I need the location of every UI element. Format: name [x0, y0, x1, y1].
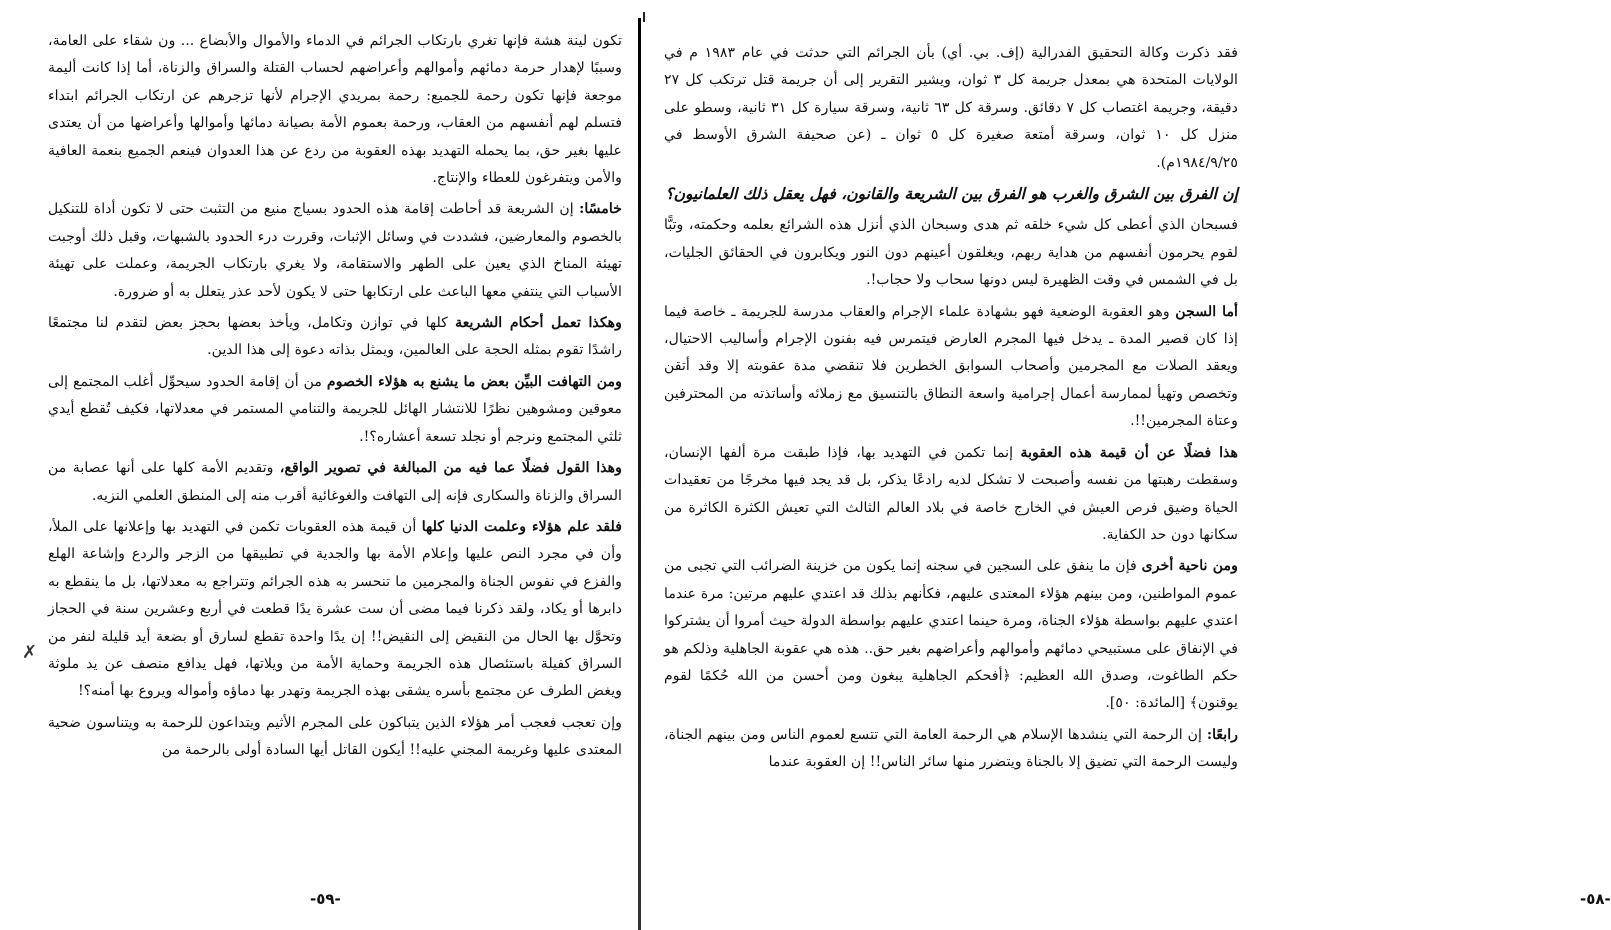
paragraph — [48, 28, 622, 192]
paragraph — [48, 514, 622, 706]
paragraph — [664, 440, 1238, 550]
page-58-text — [664, 40, 1238, 777]
paragraph-text: وإن تعجب فعجب أمر هؤلاء الذين يتباكون على المجرم الأثيم ويتداعون للرحمة به ويتناسون ضحية المعتدى عليها وغريمة المجني عليه!! أيكون القاتل أيها السادة أولى بالرحمة من — [48, 714, 622, 759]
paragraph — [664, 722, 1238, 777]
paragraph-text: أن قيمة هذه العقوبات تكمن في التهديد بها وإعلانها على الملأ، وأن في مجرد النص عليها وإعلام الأمة بها والجدية في تطبيقها من الزجر والردع وإشاعة الهلع والفزع في نفوس الجناة والمجرمين ما تنحسر به هذه الجرائم وتتراجع به معدلاتها، بل ما ينقطع به دابرها أو يكاد، ولقد ذكرنا فيما مضى أن ست عشرة يدًا قطعت في أربع وعشرين سنة في الحجاز وتحوَّل بها الحال من النقيض إلى النقيض!! إن يدًا واحدة تقطع لسارق أو بضعة أيد قليلة لنفر من السراق كفيلة باستئصال هذه الجريمة وحماية الأمة من ويلاتها، فهل يدافع منصف عن يد ملوثة ويغض الطرف عن مجتمع بأسره يشقى بهذه الجريمة وتهدر بها دماؤه وأمواله ويروع بها أمنه؟! — [48, 518, 622, 700]
paragraph-text: إن الرحمة التي ينشدها الإسلام هي الرحمة العامة التي تتسع لعموم الناس ومن بينهم الجناة، وليست الرحمة التي تضيق إلا بالجناة ويتضرر منها سائر الناس!! إن العقوبة عندما — [664, 726, 1238, 771]
paragraph-lead: ومن ناحية أخرى — [1141, 558, 1238, 575]
paragraph-lead: وهذا القول فضلًا عما فيه من المبالغة في تصوير الواقع، — [279, 460, 622, 477]
margin-pencil-mark: ✗ — [22, 642, 38, 663]
spine-mark — [643, 12, 645, 22]
paragraph — [48, 369, 622, 451]
paragraph-text: من أن إقامة الحدود سيحوِّل أغلب المجتمع إلى معوقين ومشوهين نظرًا للانتشار الهائل للجريمة والتنامي المستمر في معدلاتها، فكيف تُقطع أيدي ثلثي المجتمع ونرجم أو نجلد تسعة أعشاره؟!. — [48, 373, 622, 445]
paragraph-text: فقد ذكرت وكالة التحقيق الفدرالية (إف. بي. أي) بأن الجرائم التي حدثت في عام ١٩٨٣ م في الولايات المتحدة هي بمعدل جريمة كل ٣ ثوان، ويشير التقرير إلى أن جريمة قتل ترتكب كل ٢٧ دقيقة، وجريمة اغتصاب كل ٧ دقائق. وسرقة كل ٦٣ ثانية، وسرقة سيارة كل ٣١ ثانية، وسطو على منزل كل ١٠ ثوان، وسرقة أمتعة صغيرة كل ٥ ثوان ـ (عن صحيفة الشرق الأوسط في ١٩٨٤/٩/٢٥م). — [664, 45, 1238, 171]
paragraph-text: إن الشريعة قد أحاطت إقامة هذه الحدود بسياج منيع من التثبت حتى لا تكون أداة للتنكيل بالخصوم والمعارضين، فشددت في وسائل الإثبات، وقررت درء الحدود بالشبهات، وقبل ذلك أوجبت تهيئة المناخ الذي يعين على الطهر والاستقامة، ولا يغري بارتكاب الجريمة، وعملت على تهيئة الأسباب التي ينتفي معها الباعث على ارتكابها حتى لا يكون لأحد عذر يتعلل به أو ضرورة. — [48, 201, 622, 300]
page-59 — [0, 0, 640, 930]
paragraph — [48, 455, 622, 510]
paragraph-text: وهو العقوبة الوضعية فهو بشهادة علماء الإجرام والعقاب مدرسة للجريمة ـ خاصة فيما إذا كان قصير المدة ـ يدخل فيها المجرم العارض فيتمرس فيه بفنون الإجرام وأساليب الاحتيال، ويعقد الصلات مع المجرمين وأصحاب السوابق الخطرين فلا تنقضي مدة عقوبته إلا وقد أتقن وتخصص وتهيأ لممارسة أعمال إجرامية واسعة النطاق بالتنسيق مع زملائه وأساتذته من المحترفين وعتاة المجرمين!!. — [664, 303, 1238, 430]
paragraph-lead: خامسًا: — [579, 201, 622, 218]
paragraph-lead: رابعًا: — [1206, 726, 1238, 743]
paragraph — [664, 212, 1238, 294]
paragraph-lead: هذا فضلًا عن أن قيمة هذه العقوبة — [1020, 444, 1238, 461]
paragraph-text: تكون لينة هشة فإنها تغري بارتكاب الجرائم في الدماء والأموال والأبضاع ... ون شقاء على العامة، وسببًا لإهدار حرمة دمائهم وأموالهم وأعراضهم لحساب القتلة والسراق والزناة، أما إذا كانت أليمة موجعة فإنها تكون رحمة للجميع: رحمة بمريدي الإجرام لأنها تزجرهم عن ارتكاب الجرائم ابتداء فتسلم لهم أنفسهم من العقاب، ورحمة بعموم الأمة بصيانة دمائها وأموالها وأعراضها من أن يعتدى عليها بغير حق، بما يحمله التهديد بهذه العقوبة من ردع عن هذا العدوان فينعم الجميع بنعمة العافية والأمن ويتفرغون للعطاء والإنتاج. — [48, 33, 622, 187]
paragraph — [664, 299, 1238, 436]
paragraph-lead: فلقد علم هؤلاء وعلمت الدنيا كلها — [421, 518, 622, 535]
paragraph-lead: ومن التهافت البيِّن بعض ما يشنع به هؤلاء الخصوم — [326, 373, 622, 390]
paragraph — [664, 553, 1238, 717]
page-number: -٥٨- — [1580, 890, 1611, 908]
paragraph-text: فسبحان الذي أعطى كل شيء خلقه ثم هدى وسبحان الذي أنزل هذه الشرائع بعلمه وحكمته، وتبًّا لقوم يحرمون أنفسهم من هداية ربهم، ويغلقون أعينهم دون النور ويكابرون في الحقائق الجليات، بل في الشمس في وقت الظهيرة ليس دونها سحاب ولا حجاب!. — [664, 217, 1238, 289]
page-number: -٥٩- — [310, 890, 341, 908]
page-59-text — [48, 28, 622, 765]
paragraph-text: إنما تكمن في التهديد بها، فإذا طبقت مرة ألفها الإنسان، وسقطت رهبتها من نفسه وأصبحت لا تشكل لديه رادعًا يذكر، بل قد يجد فيها مخرجًا من تعقيدات الحياة وضيق فرص العيش في الخارج خاصة في بلاد العالم الثالث التي تعيش الكثرة الكاثرة من سكانها دون حد الكفاية. — [664, 444, 1238, 543]
paragraph — [664, 40, 1238, 177]
paragraph-text: فإن ما ينفق على السجين في سجنه إنما يكون من خزينة الضرائب التي تجبى من عموم المواطنين، ومن بينهم هؤلاء المعتدى عليهم، فكأنهم بذلك قد اعتدي عليهم مرتين: مرة عندما اعتدي عليهم بواسطة هؤلاء الجناة، ومرة حينما اعتدي عليهم بواسطة الدولة حيث أمروا أن يشتركوا في الإنفاق على مستبيحي دمائهم وأموالهم وأعراضهم بغير حق.. هذه هي عقوبة الجاهلية وذلكم هو حكم الطاغوت، وصدق الله العظيم: ﴿أفحكم الجاهلية يبغون ومن أحسن من الله حُكمًا لقوم يوقنون﴾ [المائدة: ٥٠]. — [664, 558, 1238, 712]
paragraph-text: وتقديم الأمة كلها على أنها عصابة من السراق والزناة والسكارى فإنه إلى التهافت والغوغائية أقرب منه إلى المنطق العلمي النزيه. — [48, 460, 622, 504]
paragraph-lead: أما السجن — [1175, 303, 1238, 320]
paragraph — [48, 196, 622, 306]
page-58 — [650, 0, 1611, 930]
paragraph-text: كلها في توازن وتكامل، ويأخذ بعضها بحجز بعض لتقدم لنا مجتمعًا راشدًا تقوم بمثله الحجة على العالمين، ويمثل بذاته دعوة إلى هذا الدين. — [48, 315, 622, 359]
section-heading: إن الفرق بين الشرق والغرب هو الفرق بين الشريعة والقانون، فهل يعقل ذلك العلمانيون؟ — [665, 185, 1238, 204]
paragraph — [48, 310, 622, 365]
paragraph-lead: وهكذا تعمل أحكام الشريعة — [455, 315, 622, 332]
paragraph — [48, 710, 622, 765]
